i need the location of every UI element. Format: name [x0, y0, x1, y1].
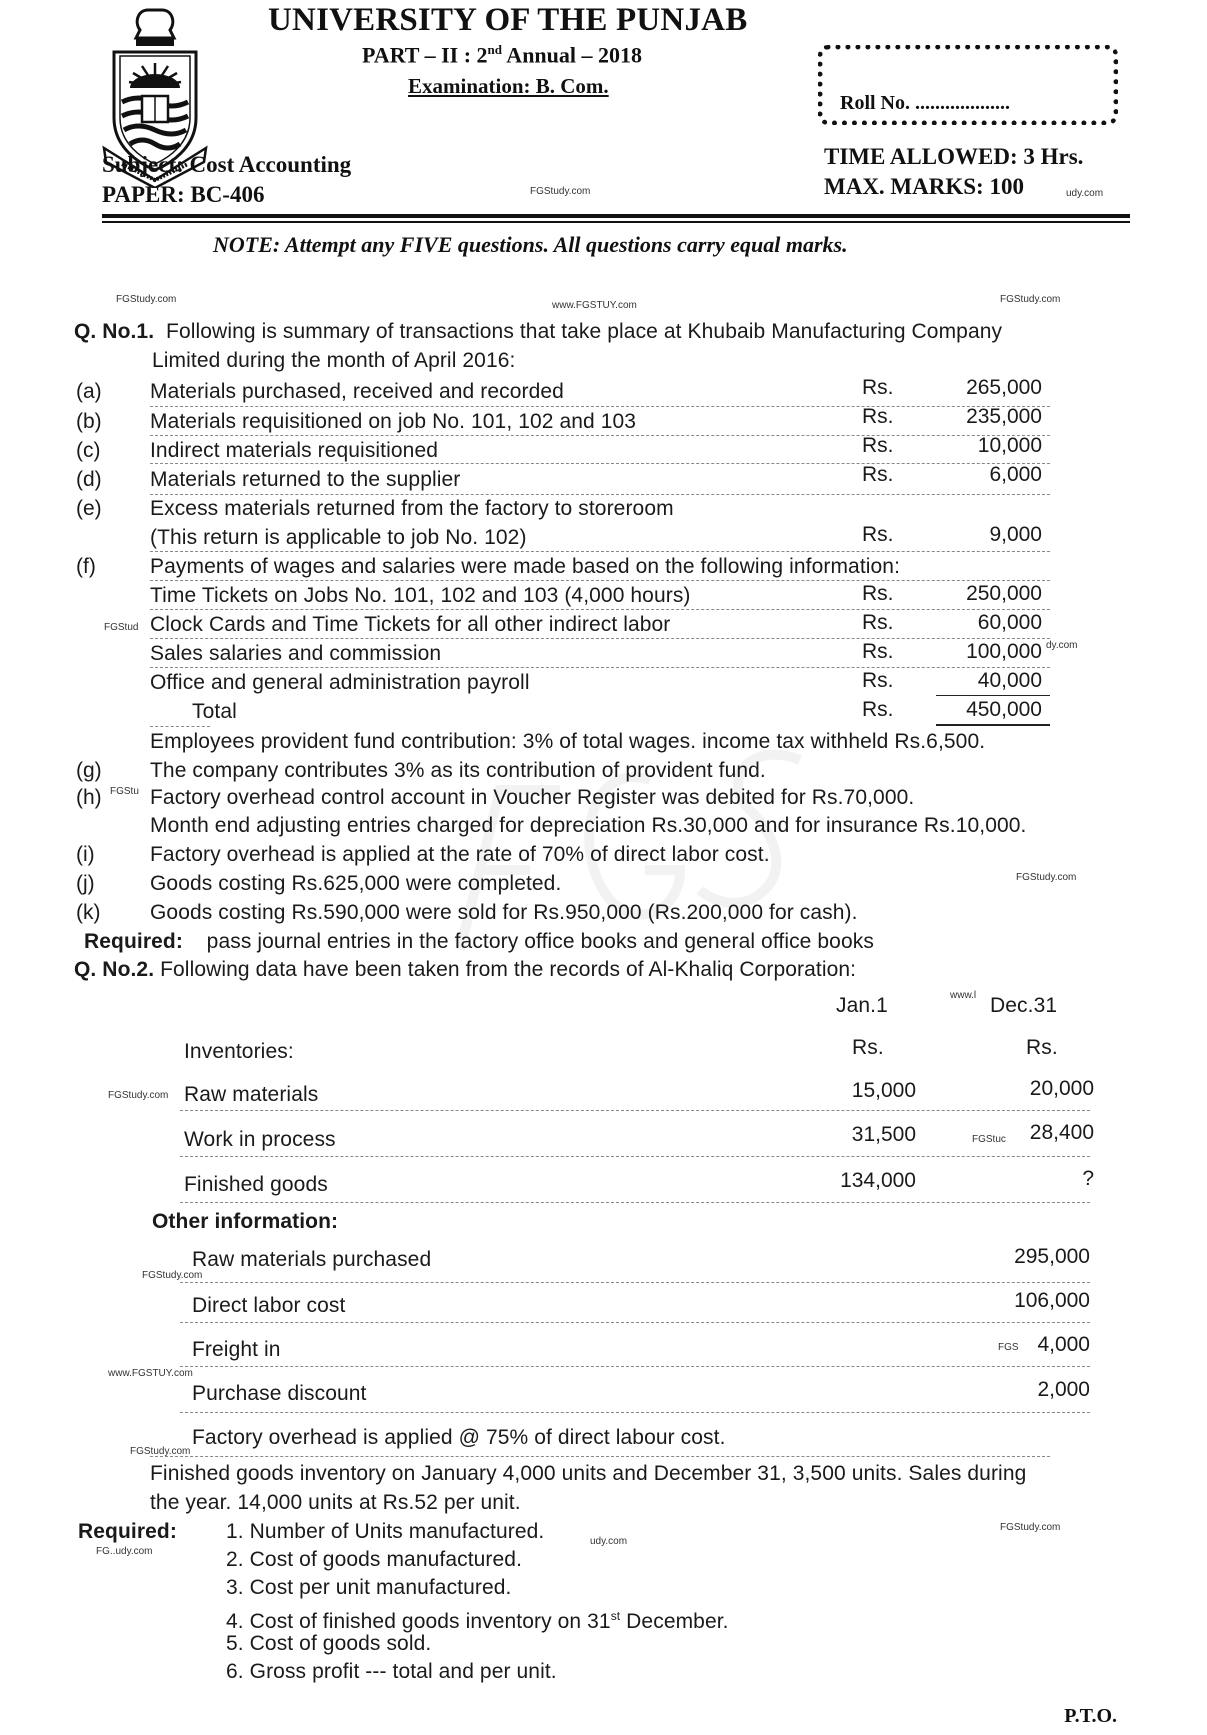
- subtotal-underline: [936, 695, 1050, 696]
- item-text: Indirect materials requisitioned: [150, 439, 439, 462]
- wage-row-text: Time Tickets on Jobs No. 101, 102 and 103 (4,000 hours): [150, 584, 691, 607]
- item-text-continued: Month end adjusting entries charged for depreciation Rs.30,000 and for insurance Rs.10,000.: [150, 814, 1027, 837]
- other-item: Direct labor cost: [192, 1294, 346, 1317]
- dotted-line: [150, 609, 1050, 610]
- please-turn-over: P.T.O.: [1064, 1705, 1117, 1727]
- currency-label: Rs.: [862, 376, 894, 399]
- column-header-dec: Dec.31: [990, 994, 1058, 1017]
- wage-row-text: Office and general administration payroll: [150, 671, 530, 694]
- other-value: 2,000: [1037, 1378, 1090, 1401]
- inventory-dec-value: 20,000: [1029, 1077, 1094, 1100]
- required-item-text: 4. Cost of finished goods inventory on 31: [226, 1610, 611, 1633]
- wage-row-text: Clock Cards and Time Tickets for all other indirect labor: [150, 613, 671, 636]
- item-label: (h): [76, 786, 102, 809]
- item-label: (b): [76, 410, 102, 433]
- item-label: (a): [76, 380, 102, 403]
- currency-label: Rs.: [862, 611, 894, 634]
- column-currency-jan: Rs.: [852, 1036, 884, 1059]
- item-amount: 235,000: [966, 405, 1042, 428]
- required-text: pass journal entries in the factory office books and general office books: [206, 930, 874, 953]
- other-value: 4,000: [1037, 1333, 1090, 1356]
- inventory-item: Finished goods: [184, 1173, 328, 1196]
- dotted-line: [150, 638, 1050, 639]
- currency-label: Rs.: [862, 434, 894, 457]
- total-underline: [936, 724, 1050, 726]
- q1-heading: Q. No.1.: [74, 320, 155, 343]
- item-amount: 10,000: [977, 434, 1042, 457]
- dotted-line: [150, 551, 1050, 552]
- required-item-suffix: December.: [620, 1610, 729, 1633]
- dotted-line: [150, 726, 210, 727]
- item-text: The company contributes 3% as its contribution of provident fund.: [150, 759, 766, 782]
- item-label: (g): [76, 759, 102, 782]
- dotted-line: [150, 580, 1050, 581]
- column-header-jan: Jan.1: [836, 994, 888, 1017]
- dotted-line: [150, 667, 1050, 668]
- dotted-line: [150, 494, 1050, 495]
- q1-intro-line1: Following is summary of transactions that take place at Khubaib Manufacturing Company: [166, 320, 1003, 343]
- provident-fund-note: Employees provident fund contribution: 3% of total wages. income tax withheld Rs.6,500.: [150, 730, 986, 753]
- currency-label: Rs.: [862, 463, 894, 486]
- dotted-line: [180, 1322, 1090, 1323]
- inventory-dec-value: 28,400: [1029, 1121, 1094, 1144]
- wage-row-text: Sales salaries and commission: [150, 642, 442, 665]
- watermark-text: udy.com: [1066, 188, 1104, 199]
- dotted-line: [180, 1202, 1090, 1203]
- overhead-note: Factory overhead is applied @ 75% of direct labour cost.: [192, 1426, 726, 1449]
- dotted-line: [180, 1282, 1090, 1283]
- subject-label: Subject: Cost Accounting: [102, 152, 352, 177]
- currency-label: Rs.: [862, 523, 894, 546]
- exam-part: [362, 42, 642, 68]
- watermark-text: FGS: [998, 1342, 1019, 1353]
- watermark-text: FGStudy.com: [530, 186, 591, 197]
- watermark-text: FGStudy.com: [130, 1446, 191, 1457]
- dotted-line: [150, 406, 1050, 407]
- other-value: 295,000: [1014, 1245, 1090, 1268]
- wage-row-amount: 250,000: [966, 582, 1042, 605]
- item-text: Payments of wages and salaries were made based on the following information:: [150, 555, 901, 578]
- other-information-heading: Other information:: [152, 1210, 339, 1233]
- finished-goods-note-line1: Finished goods inventory on January 4,000 units and December 31, 3,500 units. Sales during: [150, 1462, 1027, 1485]
- watermark-text: www.l: [950, 990, 977, 1001]
- item-text: Materials purchased, received and recorded: [150, 380, 564, 403]
- wage-row-amount: 40,000: [977, 669, 1042, 692]
- watermark-text: www.FGSTUY.com: [552, 300, 637, 311]
- exam-note: NOTE: Attempt any FIVE questions. All questions carry equal marks.: [213, 232, 848, 257]
- part-year: Annual – 2018: [502, 42, 643, 68]
- inventory-item: Work in process: [184, 1128, 336, 1151]
- item-text-continued: (This return is applicable to job No. 102): [150, 526, 527, 549]
- q1-intro: [74, 320, 1002, 344]
- item-amount: 6,000: [989, 463, 1042, 486]
- other-item: Raw materials purchased: [192, 1248, 432, 1271]
- item-text: Goods costing Rs.590,000 were sold for Rs.950,000 (Rs.200,000 for cash).: [150, 901, 858, 924]
- item-label: (d): [76, 468, 102, 491]
- ordinal-superscript: st: [610, 1609, 621, 1623]
- dotted-line: [180, 1412, 1090, 1413]
- wage-row-amount: 100,000: [966, 640, 1042, 663]
- inventories-heading: Inventories:: [184, 1040, 294, 1063]
- item-label: (e): [76, 497, 102, 520]
- max-marks: MAX. MARKS: 100: [824, 174, 1024, 199]
- dotted-line: [150, 435, 1050, 436]
- dotted-line: [150, 1456, 1050, 1457]
- inventory-jan-value: 31,500: [851, 1123, 916, 1146]
- university-title: UNIVERSITY OF THE PUNJAB: [268, 2, 748, 38]
- watermark-text: FGStudy.com: [142, 1270, 203, 1281]
- item-text: Excess materials returned from the factory to storeroom: [150, 497, 674, 520]
- item-label: (c): [76, 439, 101, 462]
- inventory-jan-value: 134,000: [840, 1169, 916, 1192]
- item-label: (k): [76, 901, 101, 924]
- watermark-text: FGStuc: [972, 1134, 1006, 1145]
- dotted-line: [150, 463, 1050, 464]
- finished-goods-note-line2: the year. 14,000 units at Rs.52 per unit.: [150, 1491, 521, 1514]
- q1-required: [84, 930, 874, 954]
- dotted-line: [180, 1366, 1090, 1367]
- required-item: 2. Cost of goods manufactured.: [226, 1548, 523, 1571]
- inventory-jan-value: 15,000: [851, 1079, 916, 1102]
- item-text: Materials returned to the supplier: [150, 468, 461, 491]
- wage-row-amount: 60,000: [977, 611, 1042, 634]
- item-text: Goods costing Rs.625,000 were completed.: [150, 872, 562, 895]
- paper-code: PAPER: BC-406: [102, 182, 265, 207]
- q2-heading: Q. No.2.: [74, 958, 155, 981]
- watermark-text: www.FGSTUY.com: [108, 1368, 193, 1379]
- currency-label: Rs.: [862, 640, 894, 663]
- wage-total-amount: 450,000: [966, 698, 1042, 721]
- required-item: 1. Number of Units manufactured.: [226, 1520, 545, 1543]
- watermark-text: FGStudy.com: [1000, 1522, 1061, 1533]
- currency-label: Rs.: [862, 405, 894, 428]
- required-item: 3. Cost per unit manufactured.: [226, 1576, 512, 1599]
- time-allowed: TIME ALLOWED: 3 Hrs.: [824, 144, 1084, 169]
- watermark-text: FGStudy.com: [1016, 872, 1077, 883]
- watermark-text: FGStudy.com: [108, 1090, 169, 1101]
- wage-total-label: Total: [192, 700, 237, 723]
- item-text: Factory overhead is applied at the rate of 70% of direct labor cost.: [150, 843, 770, 866]
- header-divider-thick: [102, 214, 1130, 218]
- watermark-text: udy.com: [590, 1536, 628, 1547]
- watermark-text: FGStudy.com: [116, 294, 177, 305]
- watermark-text: FGStud: [104, 622, 139, 633]
- item-text: Factory overhead control account in Voucher Register was debited for Rs.70,000.: [150, 786, 915, 809]
- other-item: Freight in: [192, 1338, 281, 1361]
- inventory-dec-value: ?: [1082, 1167, 1094, 1190]
- q2-intro: [74, 958, 856, 982]
- q2-required-label: Required:: [78, 1520, 177, 1543]
- watermark-text: FGStudy.com: [1000, 294, 1061, 305]
- currency-label: Rs.: [862, 582, 894, 605]
- currency-label: Rs.: [862, 698, 894, 721]
- item-label: (j): [76, 872, 95, 895]
- item-label: (i): [76, 843, 95, 866]
- required-item: 6. Gross profit --- total and per unit.: [226, 1660, 557, 1683]
- other-value: 106,000: [1014, 1289, 1090, 1312]
- part-superscript: nd: [487, 42, 503, 57]
- watermark-text: FG..udy.com: [96, 1546, 153, 1557]
- item-label: (f): [76, 555, 96, 578]
- item-text: Materials requisitioned on job No. 101, 102 and 103: [150, 410, 637, 433]
- examination-title: Examination: B. Com.: [408, 74, 609, 98]
- required-label: Required:: [84, 930, 183, 953]
- dotted-line: [180, 1156, 1090, 1157]
- dotted-line: [180, 1110, 1090, 1111]
- roll-number-field[interactable]: Roll No. ...................: [840, 92, 1010, 114]
- column-currency-dec: Rs.: [1026, 1036, 1058, 1059]
- required-item: [226, 1604, 729, 1634]
- watermark-text: dy.com: [1046, 640, 1078, 651]
- q2-intro-text: Following data have been taken from the records of Al-Khaliq Corporation:: [160, 958, 857, 981]
- part-text: PART – II : 2: [362, 42, 488, 68]
- required-item: 5. Cost of goods sold.: [226, 1632, 432, 1655]
- q1-intro-line2: Limited during the month of April 2016:: [152, 349, 516, 372]
- watermark-text: FGStu: [110, 786, 139, 797]
- item-amount: 9,000: [989, 523, 1042, 546]
- inventory-item: Raw materials: [184, 1083, 319, 1106]
- other-item: Purchase discount: [192, 1382, 367, 1405]
- currency-label: Rs.: [862, 669, 894, 692]
- header-divider-thin: [102, 221, 1130, 223]
- item-amount: 265,000: [966, 376, 1042, 399]
